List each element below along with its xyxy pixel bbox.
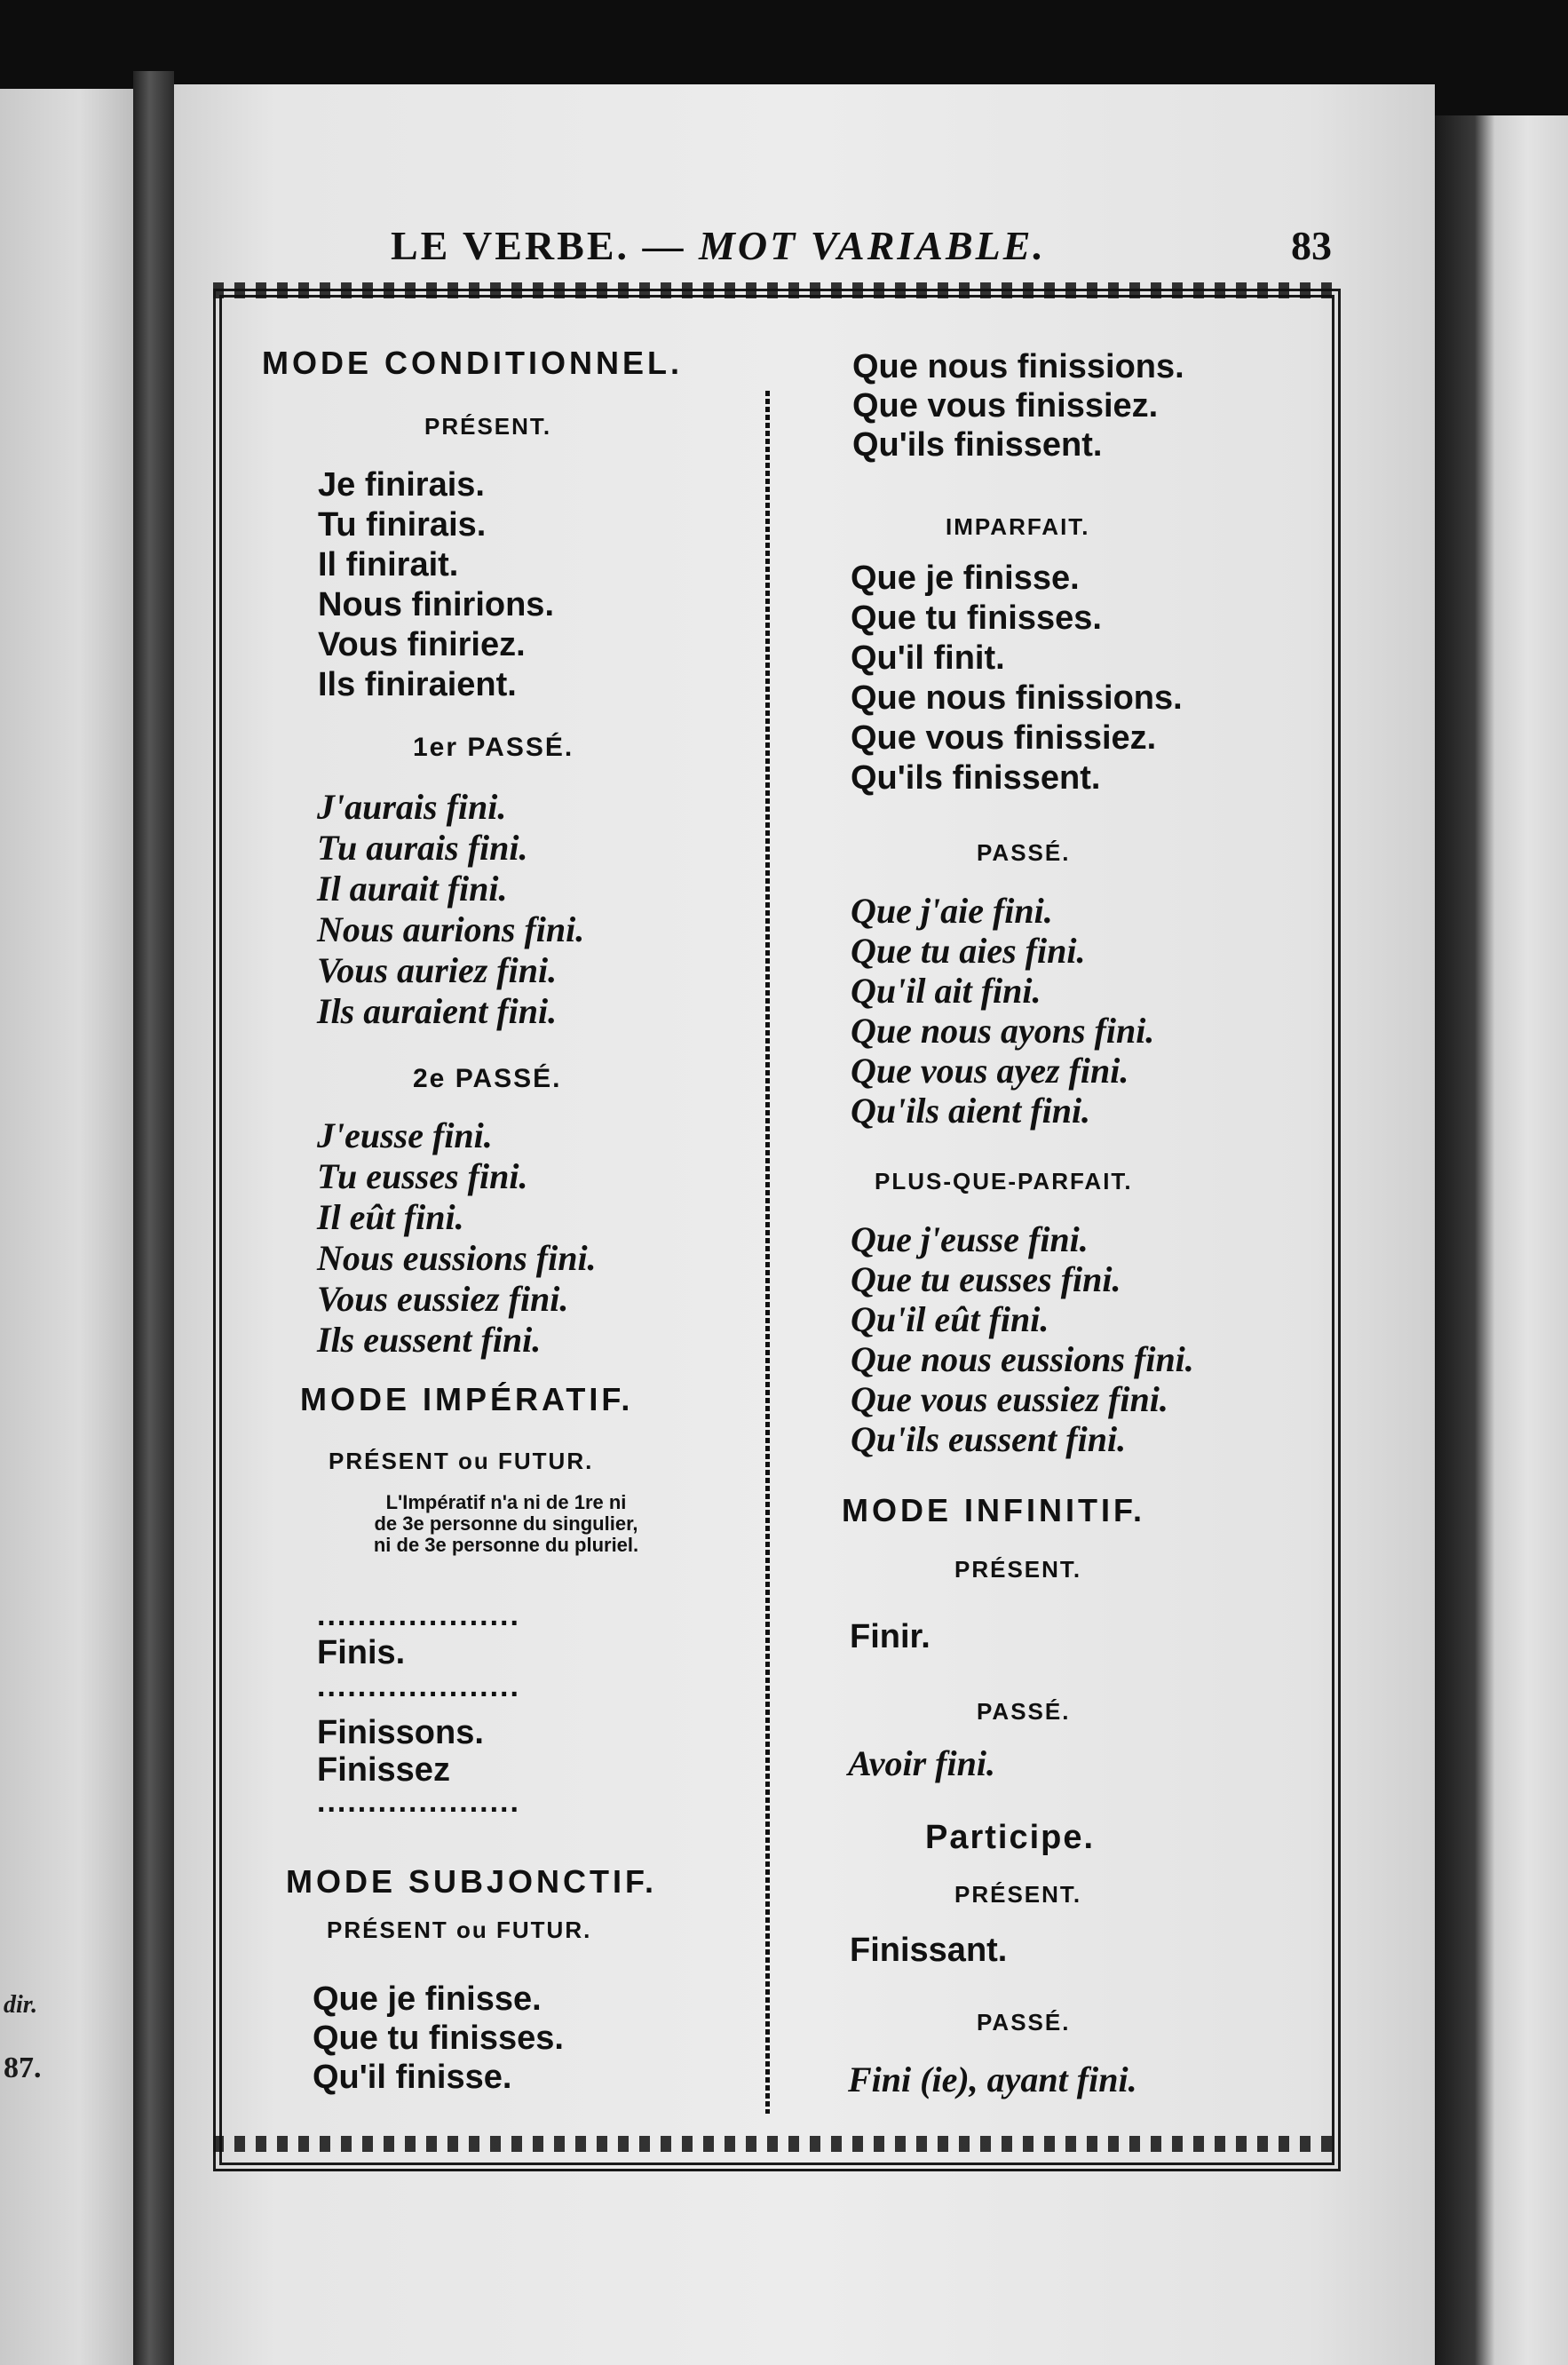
tense-label: 1er PASSÉ. bbox=[413, 733, 574, 762]
column-divider bbox=[765, 391, 770, 2114]
conjugation-line: Que nous ayons fini. bbox=[851, 1011, 1155, 1051]
ornamental-band-bottom bbox=[213, 2136, 1341, 2152]
conjugation-line: Qu'ils finissent. bbox=[851, 759, 1101, 797]
tense-label: PLUS-QUE-PARFAIT. bbox=[875, 1168, 1133, 1194]
conjugation-line: J'eusse fini. bbox=[317, 1115, 493, 1155]
conjugation-line: Finissons. bbox=[317, 1714, 484, 1751]
conjugation-line: Fini (ie), ayant fini. bbox=[848, 2059, 1137, 2099]
conjugation-line: Que nous eussions fini. bbox=[851, 1339, 1194, 1379]
conjugation-line: Que tu finisses. bbox=[851, 599, 1102, 637]
conjugation-line: Ils eussent fini. bbox=[317, 1320, 542, 1360]
conjugation-line: Finis. bbox=[317, 1634, 406, 1671]
left-page-fragment: dir. bbox=[4, 1991, 38, 2019]
conjugation-line: Il aurait fini. bbox=[317, 869, 508, 909]
conjugation-line: Nous aurions fini. bbox=[317, 909, 585, 949]
mode-heading: MODE INFINITIF. bbox=[842, 1492, 1145, 1528]
conjugation-line: Qu'il ait fini. bbox=[851, 971, 1041, 1011]
tense-label: PRÉSENT. bbox=[424, 413, 552, 440]
ellipsis-dots: .................... bbox=[317, 1785, 520, 1819]
note-line: ni de 3e personne du pluriel. bbox=[373, 1534, 639, 1556]
conjugation-line: Je finirais. bbox=[318, 466, 485, 504]
conjugation-line: Que j'eusse fini. bbox=[851, 1219, 1089, 1259]
conjugation-line: Que tu eusses fini. bbox=[851, 1259, 1121, 1299]
tense-label: PASSÉ. bbox=[977, 2009, 1071, 2036]
conjugation-line: Que vous finissiez. bbox=[852, 387, 1159, 425]
conjugation-line: J'aurais fini. bbox=[317, 787, 507, 827]
conjugation-line: Que vous eussiez fini. bbox=[851, 1379, 1168, 1419]
adjacent-page-right bbox=[1435, 115, 1568, 2365]
conjugation-line: Ils auraient fini. bbox=[317, 991, 558, 1031]
note-line: L'Impératif n'a ni de 1re ni bbox=[385, 1491, 627, 1513]
mode-heading: MODE SUBJONCTIF. bbox=[286, 1863, 658, 1900]
conjugation-line: Nous finirions. bbox=[318, 586, 554, 623]
conjugation-line: Que tu aies fini. bbox=[851, 931, 1086, 971]
left-page-fragment: 87. bbox=[4, 2052, 42, 2084]
mode-heading: MODE CONDITIONNEL. bbox=[262, 345, 683, 381]
book-gutter bbox=[133, 71, 174, 2365]
tense-label: PRÉSENT ou FUTUR. bbox=[329, 1448, 594, 1474]
conjugation-line: Tu aurais fini. bbox=[317, 828, 528, 868]
header-title: LE VERBE. — bbox=[391, 223, 700, 268]
conjugation-line: Vous finiriez. bbox=[318, 626, 526, 663]
conjugation-line: Avoir fini. bbox=[848, 1743, 995, 1783]
conjugation-line: Que tu finisses. bbox=[313, 2020, 564, 2057]
conjugation-line: Vous auriez fini. bbox=[317, 950, 558, 990]
page-number: 83 bbox=[1291, 223, 1332, 268]
ornamental-band-top bbox=[213, 282, 1341, 298]
page-header bbox=[391, 222, 1332, 275]
conjugation-line: Qu'il finisse. bbox=[313, 2059, 512, 2096]
tense-label: PRÉSENT. bbox=[954, 1556, 1082, 1583]
conjugation-line: Que nous finissions. bbox=[852, 348, 1184, 385]
conjugation-line: Vous eussiez fini. bbox=[317, 1279, 569, 1319]
conjugation-line: Que j'aie fini. bbox=[851, 891, 1053, 931]
conjugation-line: Il finirait. bbox=[318, 546, 459, 583]
conjugation-line: Finir. bbox=[850, 1618, 931, 1655]
mode-heading: MODE IMPÉRATIF. bbox=[300, 1381, 634, 1417]
adjacent-page-left bbox=[0, 89, 133, 2365]
conjugation-line: Tu finirais. bbox=[318, 506, 487, 544]
conjugation-line: Qu'ils finissent. bbox=[852, 426, 1103, 464]
tense-label: PASSÉ. bbox=[977, 1698, 1071, 1725]
conjugation-line: Il eût fini. bbox=[317, 1197, 464, 1237]
imperative-note bbox=[329, 1492, 684, 1556]
conjugation-line: Qu'ils eussent fini. bbox=[851, 1419, 1127, 1459]
conjugation-line: Tu eusses fini. bbox=[317, 1156, 528, 1196]
tense-label: PASSÉ. bbox=[977, 839, 1071, 866]
tense-label: 2e PASSÉ. bbox=[413, 1064, 562, 1093]
conjugation-line: Ils finiraient. bbox=[318, 666, 517, 703]
conjugation-line: Qu'ils aient fini. bbox=[851, 1091, 1091, 1131]
conjugation-line: Nous eussions fini. bbox=[317, 1238, 597, 1278]
ellipsis-dots: .................... bbox=[317, 1670, 520, 1703]
participle-heading: Participe. bbox=[925, 1819, 1096, 1856]
conjugation-line: Que vous ayez fini. bbox=[851, 1051, 1129, 1091]
note-line: de 3e personne du singulier, bbox=[374, 1512, 638, 1535]
conjugation-line: Que je finisse. bbox=[851, 560, 1080, 597]
conjugation-line: Que nous finissions. bbox=[851, 679, 1183, 717]
conjugation-line: Qu'il eût fini. bbox=[851, 1299, 1049, 1339]
header-subtitle: MOT VARIABLE. bbox=[699, 223, 1046, 268]
conjugation-line: Qu'il finit. bbox=[851, 639, 1005, 677]
ellipsis-dots: .................... bbox=[317, 1599, 520, 1632]
conjugation-line: Finissant. bbox=[850, 1932, 1008, 1969]
conjugation-line: Que vous finissiez. bbox=[851, 719, 1157, 757]
tense-label: PRÉSENT ou FUTUR. bbox=[327, 1917, 592, 1943]
tense-label: IMPARFAIT. bbox=[946, 513, 1090, 540]
tense-label: PRÉSENT. bbox=[954, 1881, 1082, 1908]
conjugation-line: Que je finisse. bbox=[313, 1980, 542, 2018]
conjugation-line: Finissez bbox=[317, 1751, 450, 1789]
